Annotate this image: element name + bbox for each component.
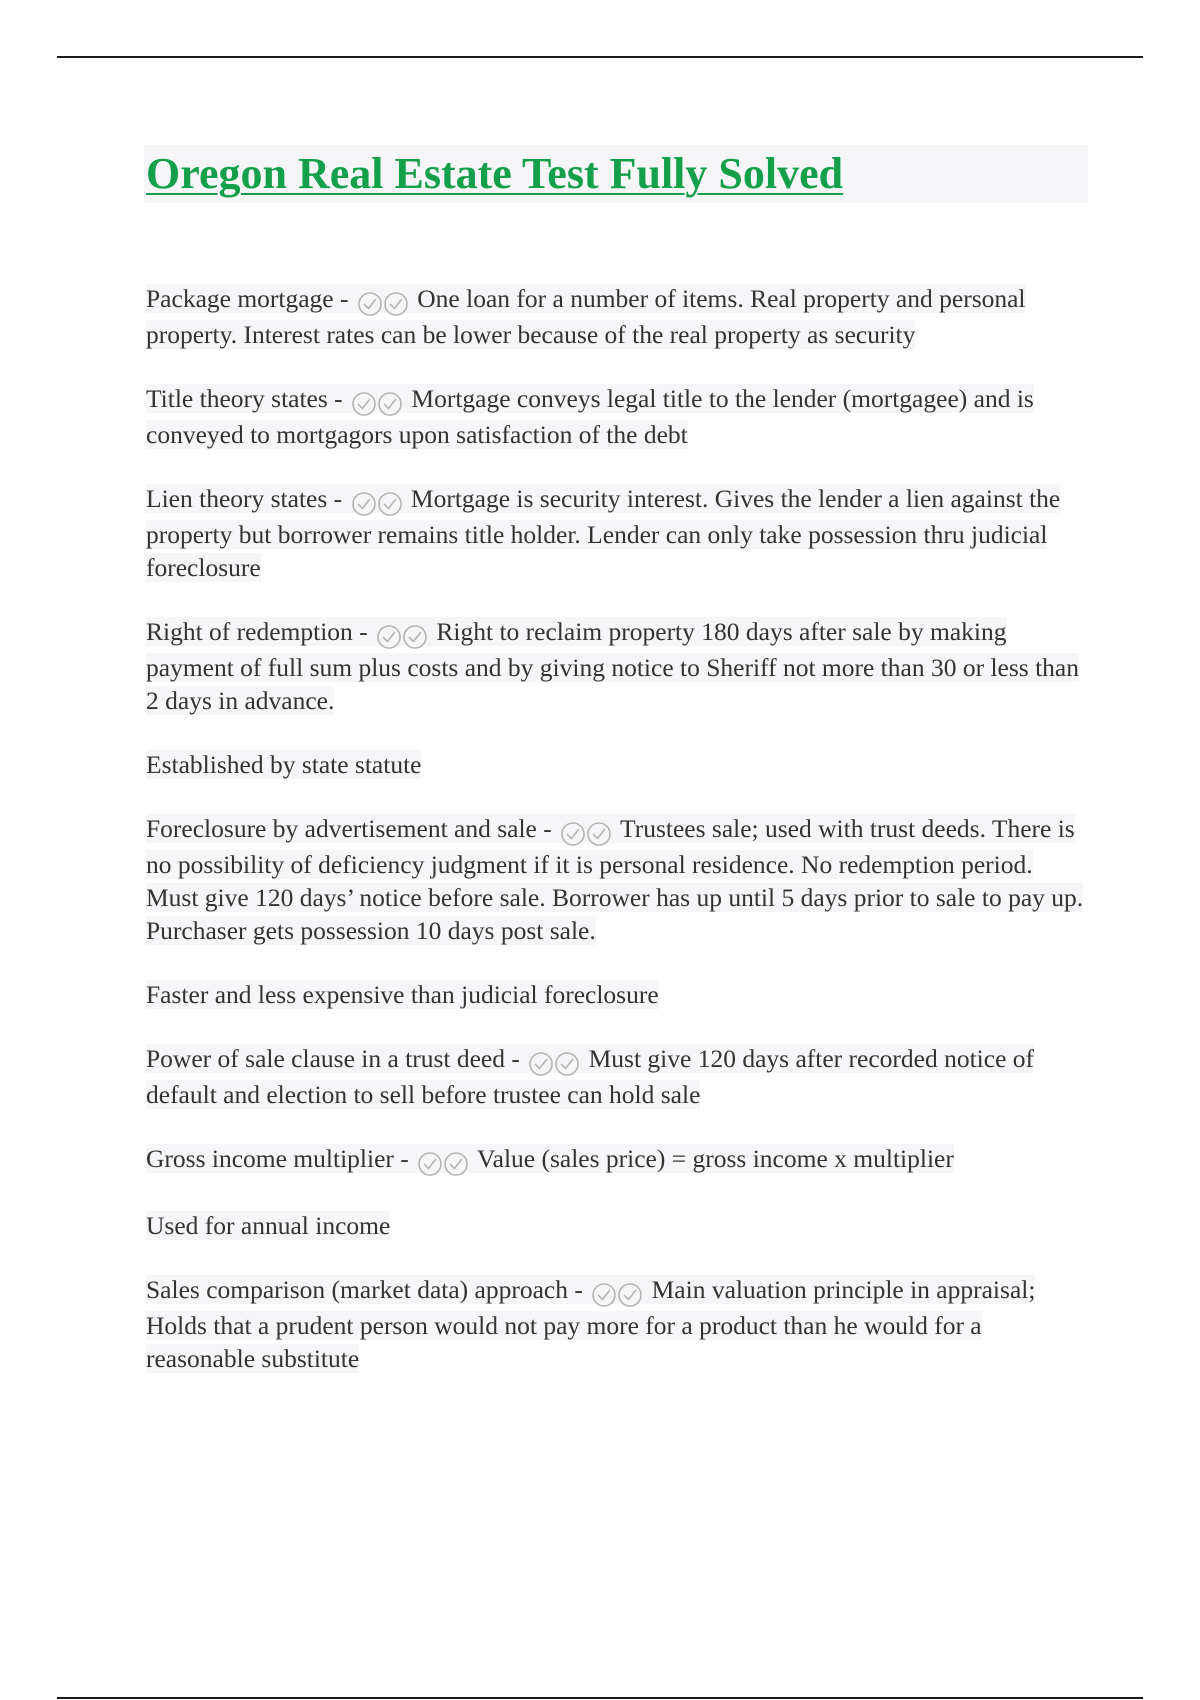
entry-paragraph — [146, 1042, 1086, 1111]
flashcard-entry — [146, 482, 1086, 584]
entry-term: Foreclosure by advertisement and sale - — [146, 814, 552, 843]
flashcard-entry — [146, 1142, 1086, 1178]
entry-term: Package mortgage - — [146, 284, 349, 313]
entry-paragraph — [146, 615, 1086, 717]
entry-note-text: Faster and less expensive than judicial foreclosure — [146, 980, 659, 1009]
entry-definition: Mortgage conveys legal title to the lender (mortgagee) and is conveyed to mortgagors upon satisfaction of the debt — [146, 384, 1034, 449]
flashcard-entry — [146, 615, 1086, 717]
double-check-circle-icon — [357, 285, 409, 318]
entry-paragraph — [146, 1142, 1086, 1178]
document-title: Oregon Real Estate Test Fully Solved — [146, 149, 844, 198]
entry-term: Lien theory states - — [146, 484, 343, 513]
page-bottom-rule — [57, 1697, 1143, 1699]
double-check-circle-icon — [351, 385, 403, 418]
flashcard-entry — [146, 282, 1086, 351]
entry-note — [146, 978, 1086, 1011]
entry-definition: Mortgage is security interest. Gives the lender a lien against the property but borrower remains title holder. Lender can only take possession thru judicial foreclosure — [146, 484, 1061, 582]
entry-definition: Trustees sale; used with trust deeds. There is no possibility of deficiency judgment if it is personal residence. No redemption period. Must give 120 days’ notice before sale. Borrower has up until 5 days prior to sale to pay up. Purchaser gets possession 10 days post sale. — [146, 814, 1084, 945]
flashcard-entry — [146, 812, 1086, 947]
entry-term: Right of redemption - — [146, 617, 368, 646]
entry-paragraph — [146, 482, 1086, 584]
entry-paragraph — [146, 382, 1086, 451]
entry-definition: Value (sales price) = gross income x multiplier — [477, 1144, 954, 1173]
entry-paragraph — [146, 1273, 1086, 1375]
entry-note-text: Established by state statute — [146, 750, 422, 779]
entry-paragraph — [146, 282, 1086, 351]
entry-term: Sales comparison (market data) approach - — [146, 1275, 583, 1304]
entry-term: Gross income multiplier - — [146, 1144, 409, 1173]
page-top-rule — [57, 56, 1143, 58]
entry-term: Title theory states - — [146, 384, 343, 413]
entry-note-text: Used for annual income — [146, 1211, 391, 1240]
double-check-circle-icon — [591, 1276, 643, 1309]
entry-definition-continued: Holds that a prudent person would not pay more for a product than he would for a reasonable substitute — [146, 1311, 982, 1373]
double-check-circle-icon — [560, 815, 612, 848]
double-check-circle-icon — [351, 485, 403, 518]
entry-definition: Must give 120 days after recorded notice of default and election to sell before trustee can hold sale — [146, 1044, 1035, 1109]
entry-paragraph — [146, 812, 1086, 947]
entry-note — [146, 748, 1086, 781]
flashcard-entry — [146, 1042, 1086, 1111]
entry-definition: Right to reclaim property 180 days after sale by making payment of full sum plus costs and by giving notice to Sheriff not more than 30 or less than 2 days in advance. — [146, 617, 1079, 715]
double-check-circle-icon — [376, 618, 428, 651]
double-check-circle-icon — [417, 1145, 469, 1178]
flashcard-entry — [146, 382, 1086, 451]
entry-term: Power of sale clause in a trust deed - — [146, 1044, 520, 1073]
entry-note — [146, 1209, 1086, 1242]
entry-definition: Main valuation principle in appraisal; — [651, 1275, 1036, 1304]
entry-definition: One loan for a number of items. Real property and personal property. Interest rates can be lower because of the real property as security — [146, 284, 1026, 349]
flashcard-entry — [146, 1273, 1086, 1375]
document-body — [146, 282, 1086, 1406]
double-check-circle-icon — [528, 1045, 580, 1078]
